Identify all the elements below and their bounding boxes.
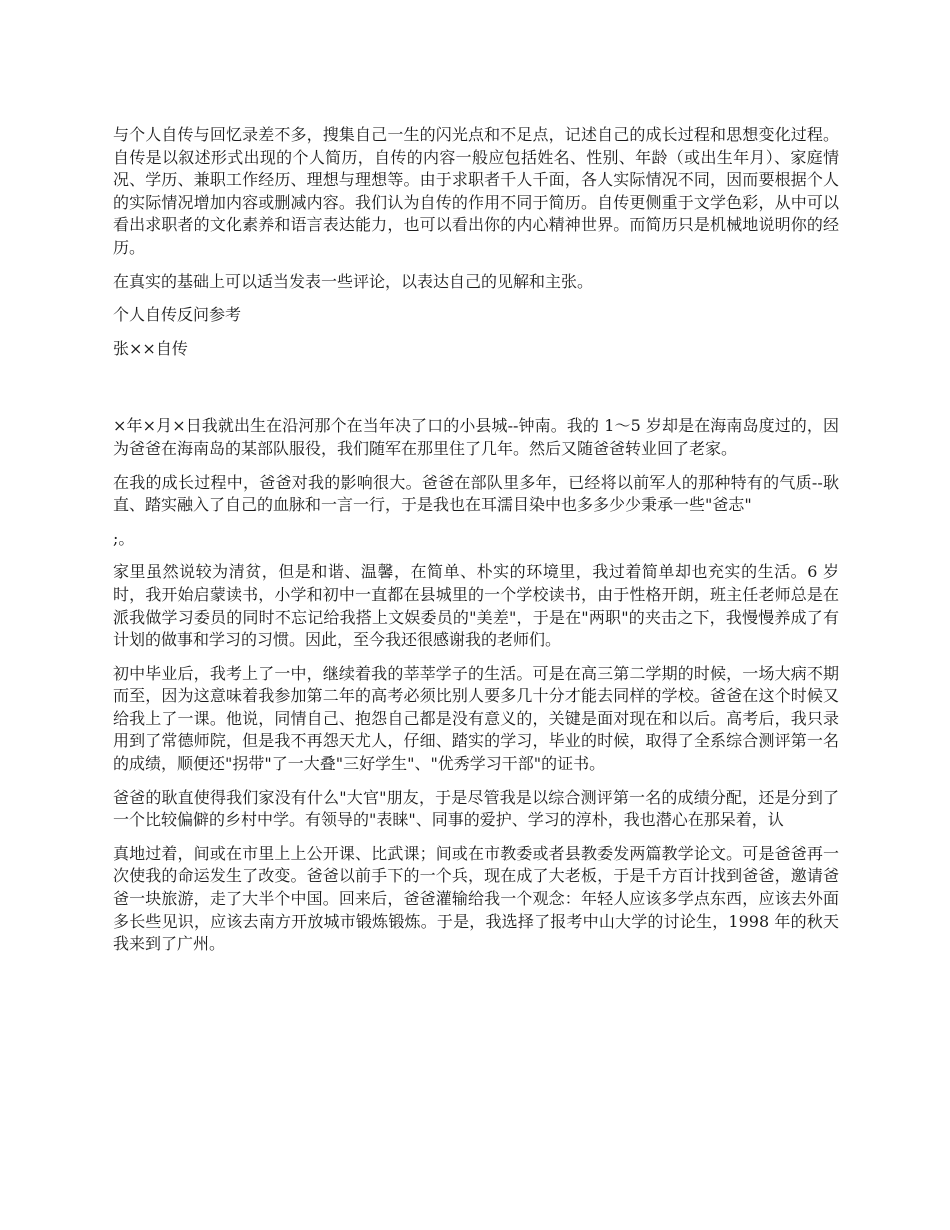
- paragraph-high-school: 初中毕业后，我考上了一中，继续着我的莘莘学子的生活。可是在高三第二学期的时候，一场大病不期而至，因为这意味着我参加第二年的高考必须比别人要多几十分才能去同样的学校。爸爸在这个时候又给我上了一课。他说，同情自己、抱怨自己都是没有意义的，关键是面对现在和以后。高考后，我只录用到了常德师院，但是我不再怨天尤人，仔细、踏实的学习，毕业的时候，取得了全系综合测评第一名的成绩，顺便还"拐带"了一大叠"三好学生"、"优秀学习干部"的证书。: [113, 663, 839, 774]
- paragraph-birth: ×年×月×日我就出生在沿河那个在当年决了口的小县城--钟南。我的 1～5 岁却是在海南岛度过的，因为爸爸在海南岛的某部队服役，我们随军在那里住了几年。然后又随爸爸转业回了老家。: [113, 416, 839, 458]
- document-body: [113, 124, 839, 967]
- blank-space: [113, 371, 839, 415]
- paragraph-fragment: ;。: [113, 528, 135, 548]
- intro-paragraph: 与个人自传与回忆录差不多，搜集自己一生的闪光点和不足点，记述自己的成长过程和思想变化过程。自传是以叙述形式出现的个人简历，自传的内容一般应包括姓名、性别、年龄（或出生年月）、家庭情况、学历、兼职工作经历、理想与理想等。由于求职者千人千面，各人实际情况不同，因而要根据个人的实际情况增加内容或删减内容。我们认为自传的作用不同于简历。自传更侧重于文学色彩，从中可以看出求职者的文化素养和语言表达能力，也可以看出你的内心精神世界。而简历只是机械地说明你的经历。: [113, 125, 839, 257]
- paragraph-father-influence: 在我的成长过程中，爸爸对我的影响很大。爸爸在部队里多年，已经将以前军人的那种特有的气质--耿直、踏实融入了自己的血脉和一言一行，于是我也在耳濡目染中也多多少少秉承一些"爸志": [113, 472, 839, 515]
- paragraph-graduate-study: 真地过着，间或在市里上上公开课、比武课；间或在市教委或者县教委发两篇教学论文。可是爸爸再一次使我的命运发生了改变。爸爸以前手下的一个兵，现在成了大老板，于是千方百计找到爸爸，邀请爸爸一块旅游，走了大半个中国。回来后，爸爸灌输给我一个观念：年轻人应该多学点东西，应该去外面多长些见识，应该去南方开放城市锻炼锻炼。于是，我选择了报考中山大学的讨论生，1998 年的秋天我来到了广州。: [113, 843, 839, 954]
- section-heading: 个人自传反问参考: [113, 305, 242, 325]
- byline: 张××自传: [113, 338, 188, 358]
- paragraph-first-job: 爸爸的耿直使得我们家没有什么"大官"朋友，于是尽管我是以综合测评第一名的成绩分配，还是分到了一个比较偏僻的乡村中学。有领导的"表睐"、同事的爱护、学习的淳朴，我也潜心在那呆着，认: [113, 787, 839, 830]
- note-paragraph: 在真实的基础上可以适当发表一些评论，以表达自己的见解和主张。: [113, 271, 594, 291]
- paragraph-childhood: 家里虽然说较为清贫，但是和谐、温馨，在简单、朴实的环境里，我过着简单却也充实的生活。6 岁时，我开始启蒙读书，小学和初中一直都在县城里的一个学校读书，由于性格开朗，班主任老师总是在派我做学习委员的同时不忘记给我搭上文娱委员的"美差"，于是在"两职"的夹击之下，我慢慢养成了有计划的做事和学习的习惯。因此，至今我还很感谢我的老师们。: [113, 562, 839, 650]
